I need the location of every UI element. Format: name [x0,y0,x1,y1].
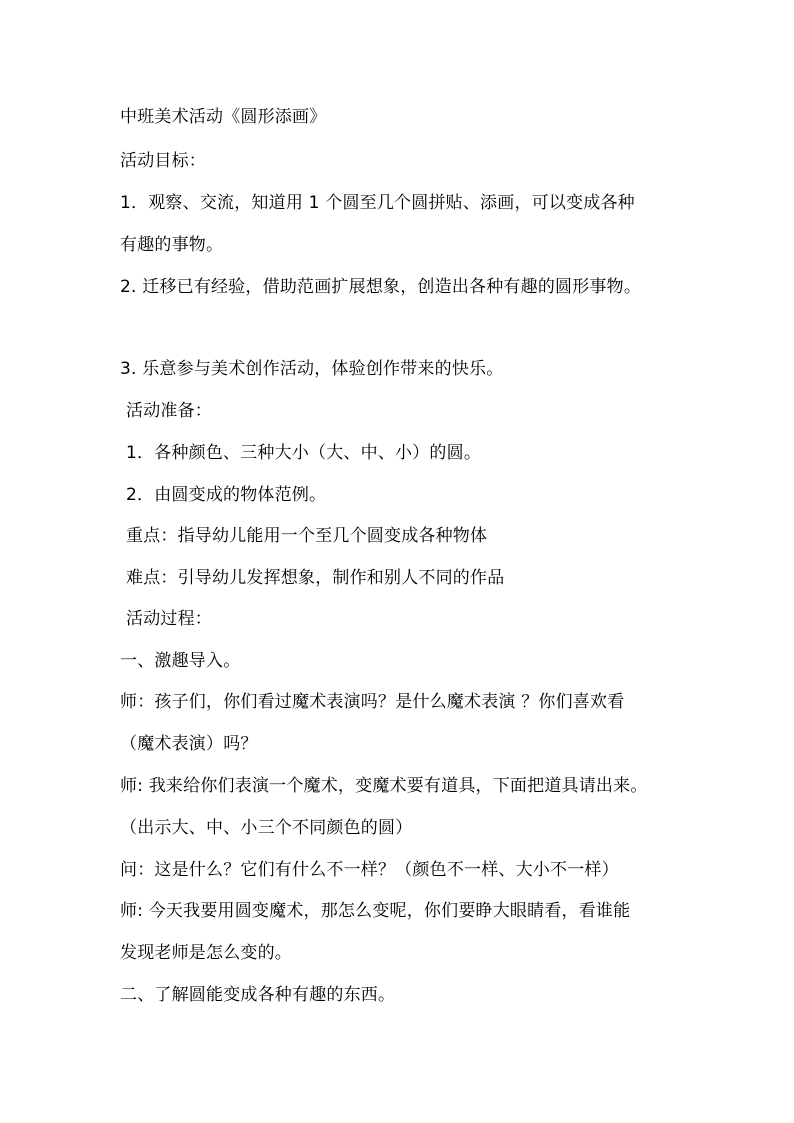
goal-1-line-1: 1．观察、交流，知道用 1 个圆至几个圆拼贴、添画，可以变成各种 [120,193,635,213]
section-heading-goals: 活动目标： [120,151,206,171]
preparation-1: 1．各种颜色、三种大小（大、中、小）的圆。 [126,443,482,463]
preparation-2: 2．由圆变成的物体范例。 [126,485,327,505]
difficult-point: 难点：引导幼儿发挥想象，制作和别人不同的作品 [126,568,505,588]
process-step-2-heading: 二、了解圆能变成各种有趣的东西。 [120,985,396,1005]
dialogue-line-5: 问：这是什么？它们有什么不一样？（颜色不一样、大小不一样） [120,860,619,880]
goal-3: 3. 乐意参与美术创作活动，体验创作带来的快乐。 [120,359,504,379]
document-title: 中班美术活动《圆形添画》 [120,107,327,127]
goal-2: 2. 迁移已有经验，借助范画扩展想象，创造出各种有趣的圆形事物。 [120,277,642,297]
section-heading-preparation: 活动准备： [126,401,212,421]
dialogue-line-2: （魔术表演）吗？ [120,734,258,754]
goal-1-line-2: 有趣的事物。 [120,235,224,255]
key-point: 重点：指导幼儿能用一个至几个圆变成各种物体 [126,526,488,546]
dialogue-line-3: 师: 我来给你们表演一个魔术，变魔术要有道具，下面把道具请出来。 [120,776,648,796]
dialogue-line-1: 师：孩子们，你们看过魔术表演吗？是什么魔术表演 ？你们喜欢看 [120,692,625,712]
dialogue-line-7: 发现老师是怎么变的。 [120,943,292,963]
process-step-1-heading: 一、激趣导入。 [120,651,241,671]
dialogue-line-6: 师: 今天我要用圆变魔术，那怎么变呢，你们要睁大眼睛看，看谁能 [120,901,631,921]
dialogue-line-4: （出示大、中、小三个不同颜色的圆） [120,818,413,838]
section-heading-process: 活动过程： [126,609,212,629]
